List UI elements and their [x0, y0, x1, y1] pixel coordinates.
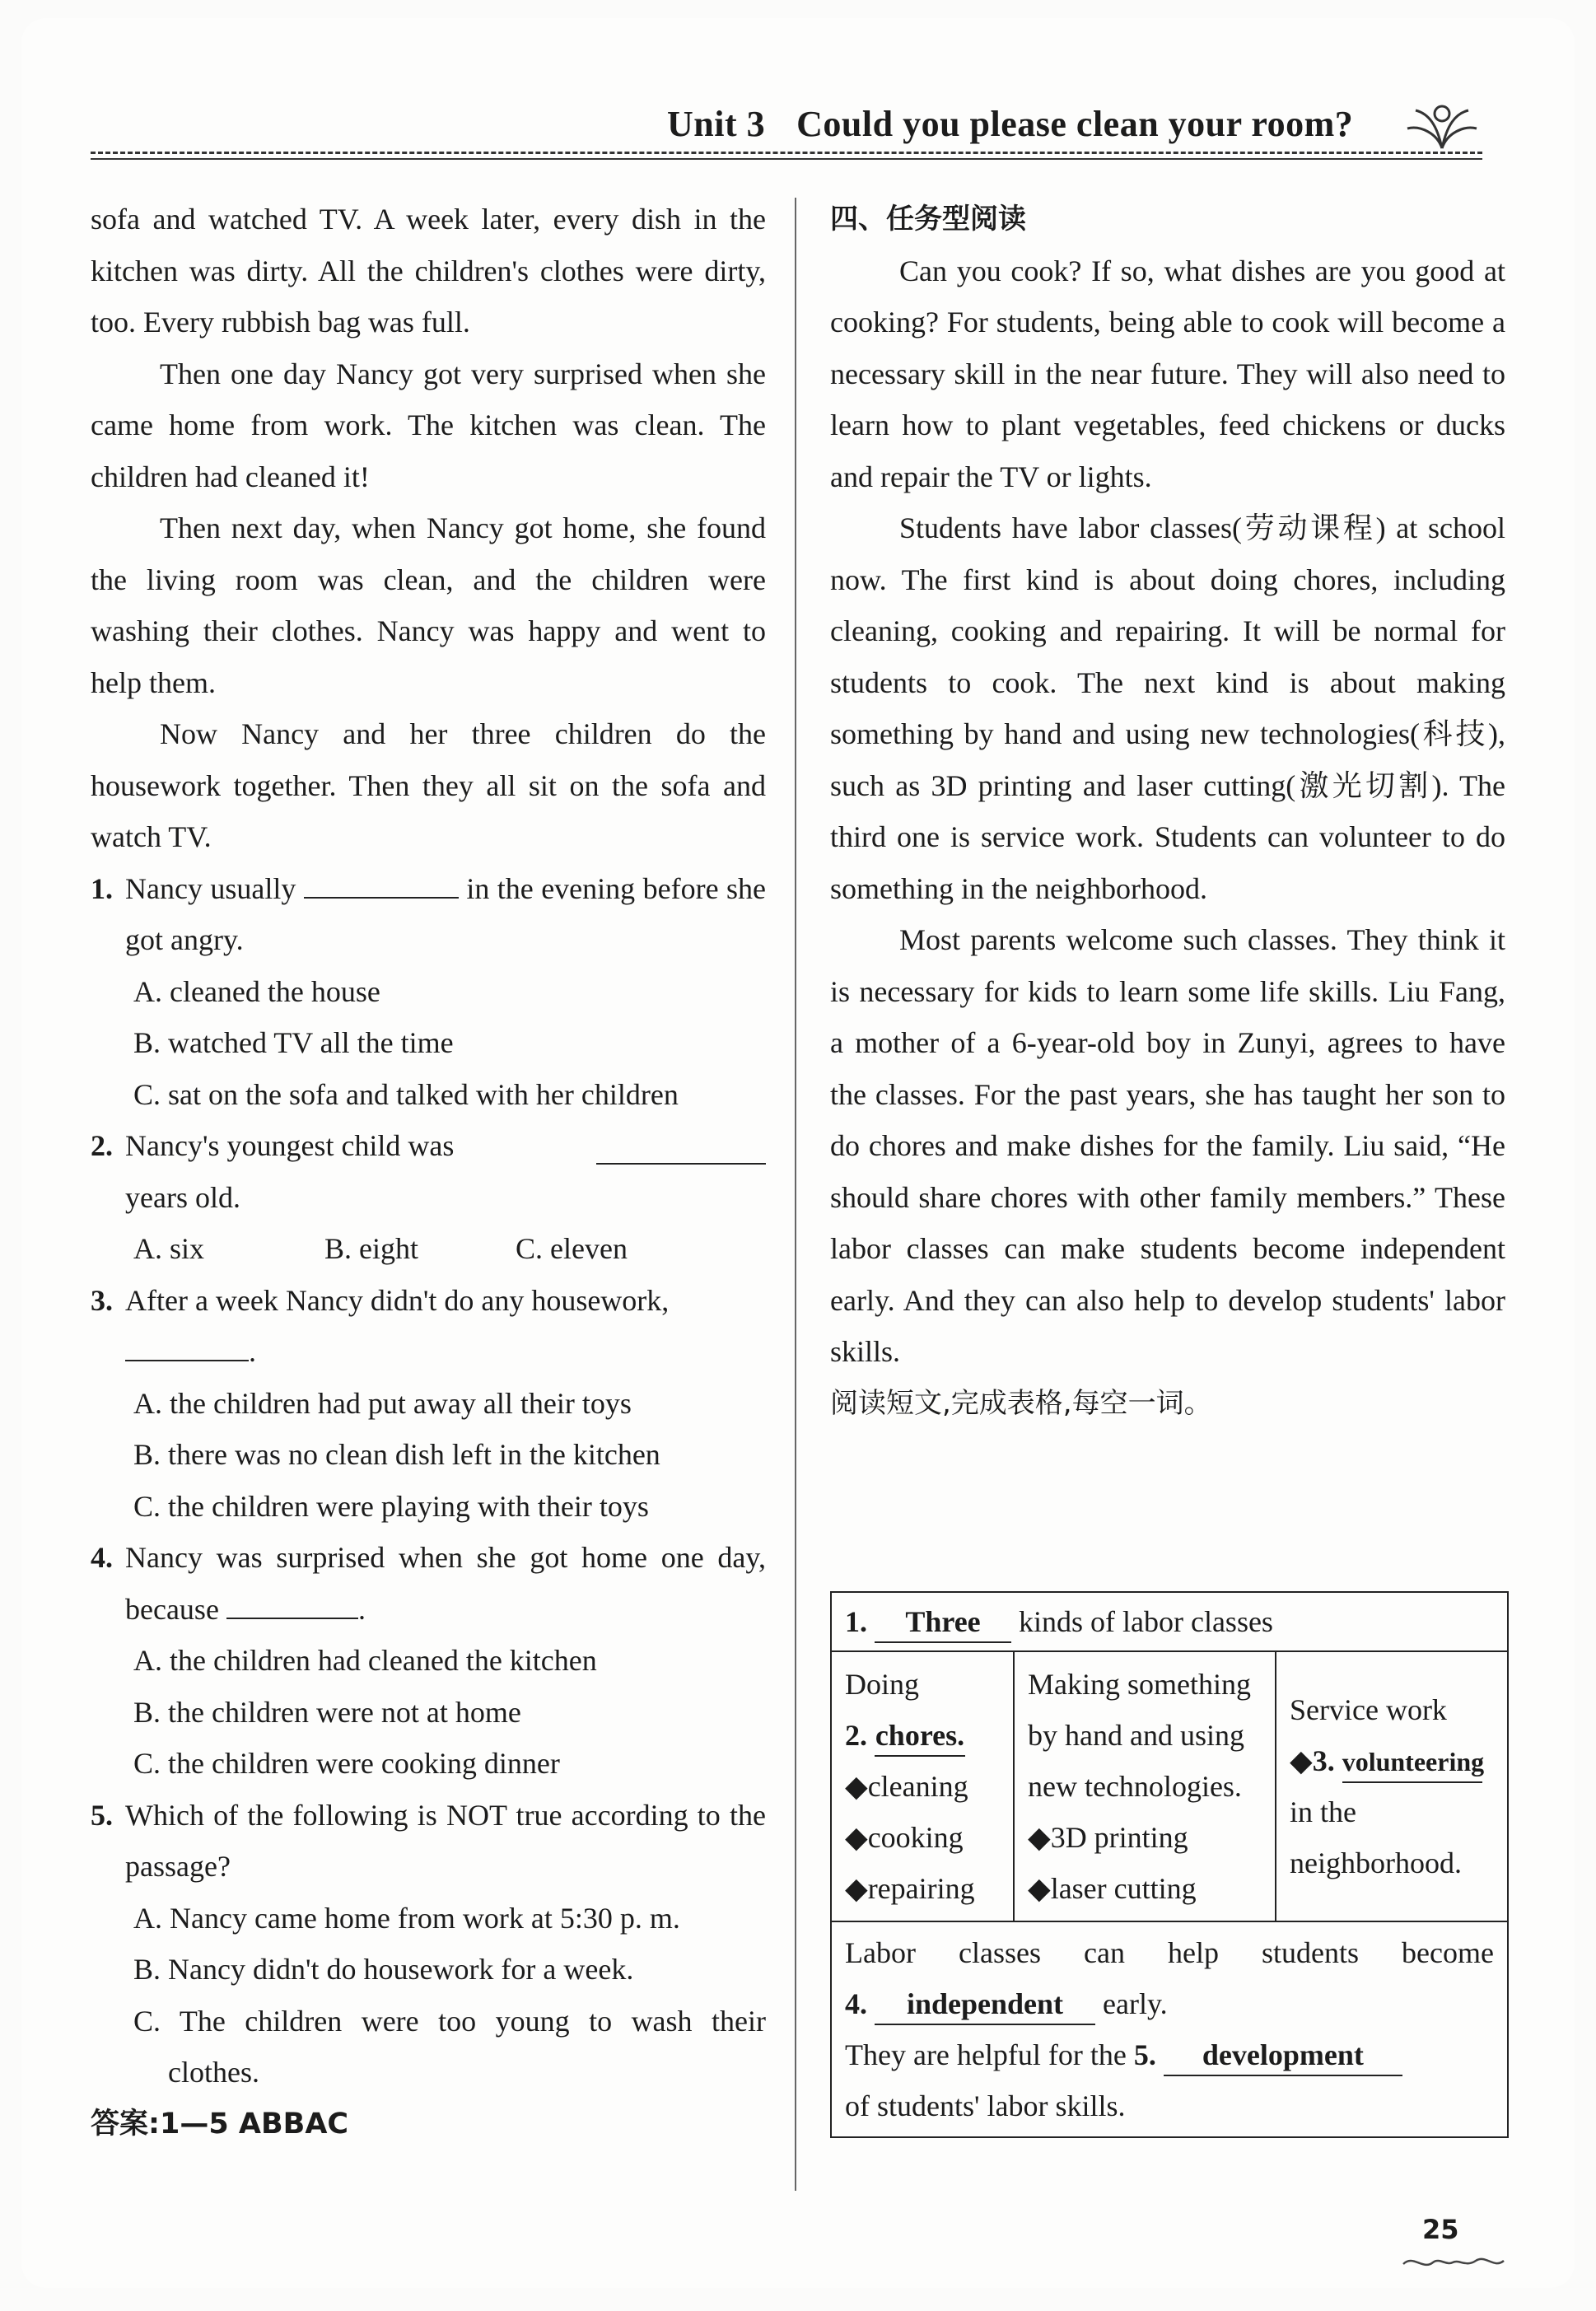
stem-text: .: [249, 1335, 256, 1368]
bullet-text: repairing: [867, 1872, 975, 1905]
option[interactable]: C. eleven: [516, 1232, 628, 1265]
question-stem: [125, 1120, 766, 1223]
option[interactable]: A. six: [133, 1232, 205, 1265]
question-2: [91, 1120, 766, 1223]
blank-line-5: [845, 2029, 1494, 2080]
stem-text: in the evening before she got angry.: [125, 871, 766, 956]
stem-text: Nancy usually: [125, 871, 296, 905]
answer-blank[interactable]: [226, 1593, 358, 1619]
cell-text: by hand and using: [1028, 1719, 1244, 1752]
bullet-text: laser cutting: [1050, 1872, 1197, 1905]
blank-number: 5.: [1133, 2038, 1156, 2071]
bullet-item: [845, 1863, 1000, 1914]
option[interactable]: C. the children were cooking dinner: [133, 1747, 560, 1780]
header-divider: [91, 152, 1482, 154]
question-number: 5.: [91, 1798, 113, 1832]
cell-text: Making something: [1028, 1668, 1251, 1701]
cell-service: [1276, 1651, 1508, 1921]
bullet-item: [845, 1761, 1000, 1812]
reading-paragraph: Most parents welcome such classes. They think it is necessary for kids to learn some life skills. Liu Fang, a mother of a 6-year-old boy in Zunyi, agrees to have the classes. For the past years, she has taught her son to do chores and make dishes for the family. Liu said, “He should share chores with other family members.” These labor classes can make students become independent early. And they can also help to develop students' labor skills.: [830, 923, 1505, 1368]
table-text: kinds of labor classes: [1019, 1605, 1273, 1638]
option-row: [91, 1223, 766, 1275]
cell-text: of students' labor skills.: [845, 2089, 1126, 2122]
option[interactable]: B. watched TV all the time: [133, 1026, 454, 1059]
option[interactable]: B. there was no clean dish left in the kitchen: [133, 1438, 660, 1471]
answer-blank[interactable]: [125, 1335, 249, 1361]
task-table: [830, 1591, 1509, 2138]
story-paragraph: sofa and watched TV. A week later, every dish in the kitchen was dirty. All the children's clothes were dirty, too. Every rubbish bag was full.: [91, 203, 766, 338]
cell-doing: [831, 1651, 1014, 1921]
diamond-bullet-icon: ◆: [1028, 1872, 1051, 1905]
bullet-item: [845, 1812, 1000, 1863]
question-5: [91, 1790, 766, 1893]
table-row-3: [831, 1921, 1508, 2137]
cell-text: in the: [1290, 1795, 1356, 1828]
blank-number: 2.: [845, 1719, 867, 1752]
blank-line-4: [845, 1978, 1494, 2029]
cell-text: early.: [1103, 1987, 1168, 2020]
left-column: [91, 194, 766, 2150]
instruction: 阅读短文,完成表格,每空一词。: [830, 1386, 1212, 1420]
question-number: 4.: [91, 1541, 113, 1574]
cell-text: Labor classes can help students become: [845, 1936, 1494, 1969]
question-stem: [125, 1275, 766, 1378]
diamond-bullet-icon: ◆: [1290, 1744, 1313, 1777]
question-number: 2.: [91, 1129, 113, 1162]
filled-answer-3[interactable]: volunteering: [1342, 1742, 1482, 1783]
answer-blank[interactable]: [304, 872, 459, 899]
option[interactable]: A. cleaned the house: [133, 974, 380, 1008]
blank-number: 4.: [845, 1987, 867, 2020]
option[interactable]: C. The children were too young to wash their clothes.: [133, 2004, 766, 2089]
story-paragraph: Then one day Nancy got very surprised when she came home from work. The kitchen was clean. The children had cleaned it!: [91, 357, 766, 493]
cell-heading: Service work: [1290, 1693, 1447, 1726]
stem-text: .: [357, 1592, 366, 1626]
diamond-bullet-icon: ◆: [845, 1770, 868, 1803]
cell-text: They are helpful for the: [845, 2038, 1127, 2071]
question-4: [91, 1532, 766, 1635]
bullet-item: [1028, 1812, 1262, 1863]
cell-making: [1014, 1651, 1276, 1921]
option[interactable]: A. the children had put away all their toys: [133, 1386, 632, 1420]
answer-key: 答案:1—5 ABBAC: [91, 2107, 349, 2141]
diamond-bullet-icon: ◆: [1028, 1821, 1051, 1854]
footer-ornament-icon: [1400, 2253, 1507, 2272]
bullet-item: [1028, 1863, 1262, 1914]
column-divider: [795, 198, 796, 2191]
answer-blank[interactable]: [596, 1138, 766, 1165]
blank-line-2: [845, 1710, 1000, 1761]
cell-text: new technologies.: [1028, 1770, 1242, 1803]
option[interactable]: C. sat on the sofa and talked with her children: [133, 1077, 679, 1111]
header-divider-solid: [91, 158, 1482, 160]
blank-number: 1.: [845, 1605, 867, 1638]
stem-text: years old.: [125, 1180, 240, 1214]
header-ornament-icon: [1404, 100, 1480, 152]
blank-line-3: [1290, 1735, 1494, 1786]
reading-paragraph: Students have labor classes(劳动课程) at school now. The first kind is about doing chores, including cleaning, cooking and repairing. It will be normal for students to cook. The next kind is about making something by hand and using new technologies(科技), such as 3D printing and laser cutting(激光切割). The third one is service work. Students can volunteer to do something in the neighborhood.: [830, 511, 1505, 905]
section-title: 四、任务型阅读: [830, 203, 1026, 236]
blank-number: 3.: [1312, 1744, 1335, 1777]
question-3: [91, 1275, 766, 1378]
unit-title: Could you please clean your room?: [796, 104, 1354, 144]
cell-text: neighborhood.: [1290, 1846, 1462, 1879]
question-stem: [125, 863, 766, 966]
page-number: 25: [1422, 2214, 1459, 2245]
table-row-1: [831, 1592, 1508, 1651]
stem-text: After a week Nancy didn't do any housework,: [125, 1283, 670, 1317]
diamond-bullet-icon: ◆: [845, 1821, 868, 1854]
reading-paragraph: Can you cook? If so, what dishes are you good at cooking? For students, being able to cook will become a necessary skill in the near future. They will also need to learn how to plant vegetables, feed chickens or ducks and repair the TV or lights.: [830, 254, 1505, 493]
stem-text: Nancy was surprised when she got home one day, because: [125, 1541, 766, 1626]
option[interactable]: A. the children had cleaned the kitchen: [133, 1644, 597, 1677]
question-number: 3.: [91, 1283, 113, 1317]
story-paragraph: Now Nancy and her three children do the housework together. Then they all sit on the sofa and watch TV.: [91, 717, 766, 853]
page-header: [667, 103, 1353, 145]
filled-answer-2[interactable]: chores.: [875, 1716, 965, 1757]
filled-answer-5[interactable]: development: [1164, 2035, 1402, 2076]
bullet-text: cooking: [867, 1821, 964, 1854]
story-paragraph: Then next day, when Nancy got home, she found the living room was clean, and the children were washing their clothes. Nancy was happy and went to help them.: [91, 511, 766, 699]
cell-heading: Doing: [845, 1668, 919, 1701]
option[interactable]: B. eight: [324, 1232, 418, 1265]
option[interactable]: C. the children were playing with their toys: [133, 1489, 649, 1523]
option[interactable]: B. the children were not at home: [133, 1695, 521, 1729]
question-stem: Which of the following is NOT true according to the passage?: [125, 1798, 766, 1883]
filled-answer-1[interactable]: Three: [875, 1602, 1011, 1643]
question-stem: [125, 1532, 766, 1635]
option[interactable]: B. Nancy didn't do housework for a week.: [133, 1953, 634, 1986]
filled-answer-4[interactable]: independent: [875, 1984, 1095, 2025]
bullet-text: 3D printing: [1050, 1821, 1188, 1854]
diamond-bullet-icon: ◆: [845, 1872, 868, 1905]
question-number: 1.: [91, 871, 113, 905]
stem-text: Nancy's youngest child was: [125, 1129, 455, 1162]
unit-label: Unit 3: [667, 104, 766, 144]
question-1: [91, 863, 766, 966]
bullet-text: cleaning: [867, 1770, 968, 1803]
option[interactable]: A. Nancy came home from work at 5:30 p. m.: [133, 1901, 680, 1935]
right-column: [830, 194, 1505, 1429]
